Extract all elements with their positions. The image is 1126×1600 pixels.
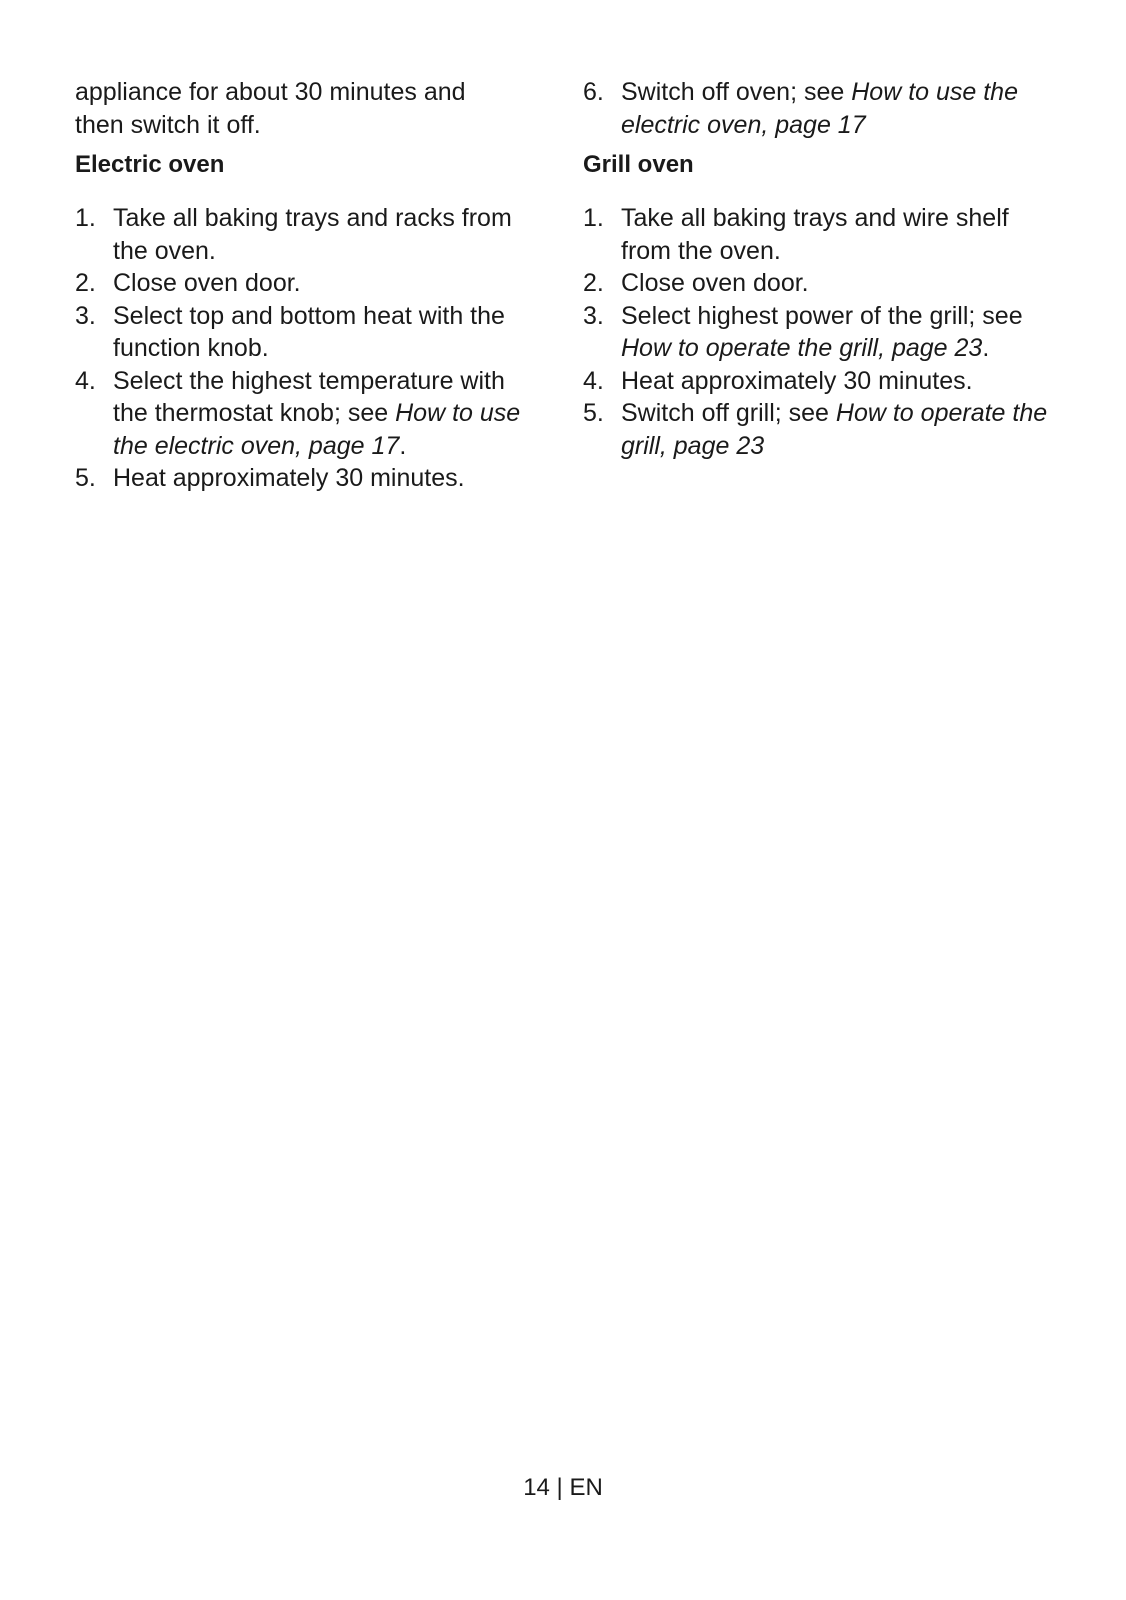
step-text: Switch off oven; see [621,78,852,106]
list-item [75,365,545,463]
cross-reference: How to use the electric oven, page 17 [621,78,1018,139]
intro-text [75,76,545,141]
list-item [583,300,1053,365]
right-column [583,76,1053,462]
cross-reference: How to operate the grill, page 23 [621,399,1048,460]
step-text: Close oven door. [113,269,301,297]
intro-line-2: then switch it off. [75,110,261,139]
step-number: 1. [75,204,96,232]
intro-line-1: appliance for about 30 minutes and [75,78,466,106]
cross-reference: How to use the electric oven, page 17 [113,399,521,460]
page-number: 14 | EN [523,1474,603,1501]
list-item [75,202,545,267]
step-text: Switch off grill; see [621,399,836,427]
step-number: 2. [583,269,604,297]
step-text: Heat approximately 30 minutes. [113,464,465,492]
step-text: Select top and bottom heat with the function knob. [113,301,505,362]
step-number: 6. [583,78,604,106]
list-item [75,267,545,300]
step-number: 5. [75,464,96,492]
list-item [75,300,545,365]
electric-oven-steps-continued [583,76,1053,141]
step-text: Select the highest temperature with the thermostat knob; see [113,366,505,427]
grill-oven-heading: Grill oven [583,151,694,178]
step-text: Take all baking trays and wire shelf from the oven. [621,204,1009,265]
step-text: Heat approximately 30 minutes. [621,366,973,395]
step-number: 5. [583,399,604,427]
page-footer [0,1473,1126,1503]
step-number: 2. [75,269,96,297]
electric-oven-heading: Electric oven [75,151,225,178]
list-item [583,76,1053,141]
left-column [75,76,545,495]
cross-reference: How to operate the grill, page 23 [621,334,983,362]
list-item [583,365,1053,398]
step-text-end: . [982,334,990,362]
step-number: 3. [75,301,96,330]
step-number: 1. [583,204,604,232]
list-item [583,397,1053,462]
step-number: 4. [75,366,96,395]
grill-oven-steps [583,202,1053,462]
step-text: Take all baking trays and racks from the oven. [113,204,512,265]
list-item [583,202,1053,267]
step-number: 3. [583,301,604,330]
step-text-end: . [399,431,407,460]
electric-oven-steps [75,202,545,495]
list-item [75,462,545,495]
list-item [583,267,1053,300]
step-text: Close oven door. [621,269,809,297]
step-number: 4. [583,366,604,395]
step-text: Select highest power of the grill; see [621,301,1023,330]
